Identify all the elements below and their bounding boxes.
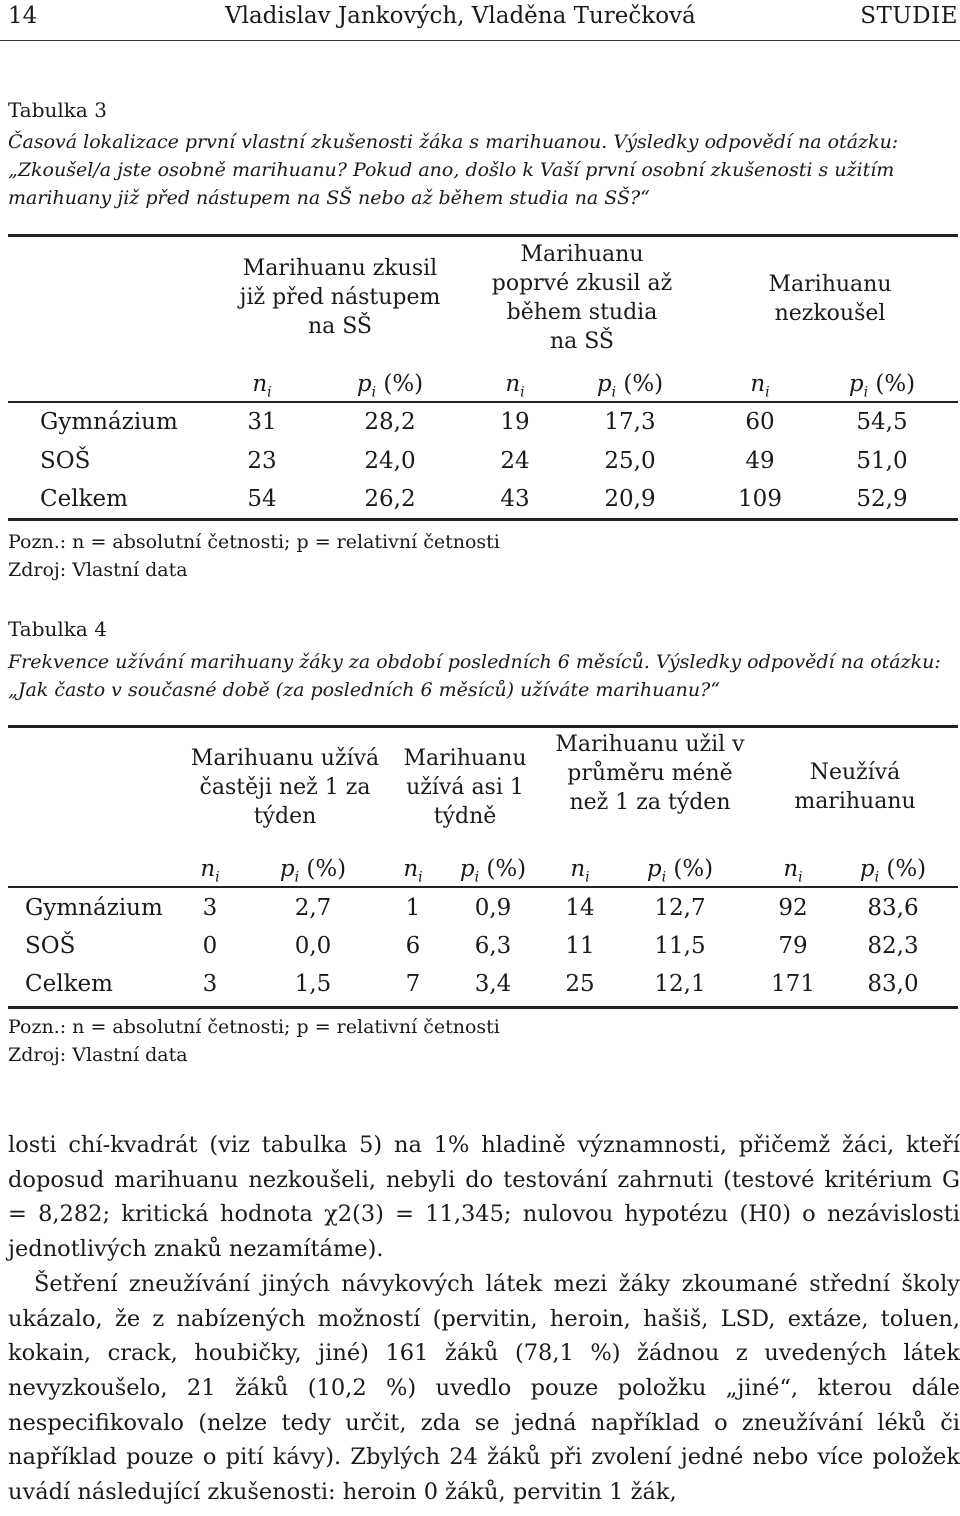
- table-cell: 83,0: [867, 971, 919, 997]
- body-text: [8, 1128, 960, 1510]
- table-cell: 23: [247, 448, 277, 474]
- table4-sub-p-3: $p_i$ (%): [646, 856, 714, 886]
- table-cell: 14: [565, 895, 595, 921]
- table3-mid-rule: [8, 401, 958, 403]
- table-cell: 0,0: [294, 933, 332, 959]
- table-cell: 2,7: [294, 895, 332, 921]
- table4-top-rule: [8, 725, 958, 728]
- table-cell: 54,5: [856, 409, 908, 435]
- running-header-authors: Vladislav Jankových, Vladěna Turečková: [225, 3, 696, 29]
- row-label: Gymnázium: [40, 409, 178, 435]
- table-cell: 82,3: [867, 933, 919, 959]
- table-cell: 109: [738, 486, 782, 512]
- table-cell: 0,9: [474, 895, 512, 921]
- table-cell: 1,5: [294, 971, 332, 997]
- table-cell: 11: [565, 933, 595, 959]
- table4-bottom-rule: [8, 1006, 958, 1009]
- table-cell: 24,0: [364, 448, 416, 474]
- row-label: Gymnázium: [25, 895, 163, 921]
- table4-col-group-3: Marihuanu užil v průměru méně než 1 za týden: [555, 732, 745, 815]
- table4-note: Pozn.: n = absolutní četnosti; p = relativní četnosti: [8, 1016, 500, 1038]
- table-cell: 17,3: [604, 409, 656, 435]
- table-cell: 0: [202, 933, 218, 959]
- row-label: SOŠ: [25, 933, 76, 959]
- table-cell: 60: [745, 409, 775, 435]
- table4-col-group-4: Neužívá marihuanu: [794, 760, 916, 814]
- table-cell: 7: [405, 971, 421, 997]
- table-cell: 25,0: [604, 448, 656, 474]
- table-cell: 79: [778, 933, 808, 959]
- table3-sub-n-3: $n_i$: [750, 371, 770, 401]
- table3-sub-p-2: $p_i$ (%): [596, 371, 664, 401]
- table-cell: 3: [202, 895, 218, 921]
- table4-col-group-1: Marihuanu užívá častěji než 1 za týden: [190, 746, 380, 829]
- table-cell: 54: [247, 486, 277, 512]
- table-cell: 1: [405, 895, 421, 921]
- table-cell: 31: [247, 409, 277, 435]
- table-cell: 26,2: [364, 486, 416, 512]
- table-cell: 25: [565, 971, 595, 997]
- table4-sub-n-4: $n_i$: [783, 856, 803, 886]
- row-label: Celkem: [25, 971, 113, 997]
- table-cell: 20,9: [604, 486, 656, 512]
- table-cell: 6,3: [474, 933, 512, 959]
- table-cell: 24: [500, 448, 530, 474]
- table4-caption: Frekvence užívání marihuany žáky za období posledních 6 měsíců. Výsledky odpovědí na otázku: „Jak často v současné době (za posledních 6 měsíců) užíváte marihuanu?“: [8, 651, 941, 701]
- table3-col-group-3: Marihuanu nezkoušel: [768, 272, 892, 326]
- table4-mid-rule: [8, 886, 958, 888]
- table3-bottom-rule: [8, 518, 958, 521]
- table-cell: 12,7: [654, 895, 706, 921]
- body-paragraph-2: Šetření zneužívání jiných návykových látek mezi žáky zkoumané střední školy ukázalo, že z nabízených možností (pervitin, heroin, hašiš, LSD, extáze, toluen, kokain, crack, houbičky, jiné) 161 žáků (78,1 %) žádnou z uvedených látek nevyzkoušelo, 21 žáků (10,2 %) uvedlo pouze položku „jiné“, kterou dále nespecifikovalo (nelze tedy určit, zda se jedná například o zneužívání léků či například pouze o pití kávy). Zbylých 24 žáků při zvolení jedné nebo více položek uvádí následující zkušenosti: heroin 0 žáků, pervitin 1 žák,: [8, 1270, 960, 1506]
- row-label: SOŠ: [40, 448, 91, 474]
- table4-label: Tabulka 4: [8, 617, 107, 641]
- table3-col-group-2: Marihuanu poprvé zkusil až během studia na SŠ: [491, 242, 673, 354]
- table3-sub-p-1: $p_i$ (%): [356, 371, 424, 401]
- table-cell: 171: [771, 971, 815, 997]
- table3-source: Zdroj: Vlastní data: [8, 559, 188, 581]
- table4-source: Zdroj: Vlastní data: [8, 1044, 188, 1066]
- running-header: [0, 0, 960, 41]
- table3-sub-n-2: $n_i$: [505, 371, 525, 401]
- table-cell: 12,1: [654, 971, 706, 997]
- table-cell: 6: [405, 933, 421, 959]
- table3-top-rule: [8, 234, 958, 237]
- table4-sub-p-4: $p_i$ (%): [859, 856, 927, 886]
- running-header-section: STUDIE: [860, 3, 958, 29]
- table3-label: Tabulka 3: [8, 98, 107, 122]
- table-cell: 43: [500, 486, 530, 512]
- table-cell: 51,0: [856, 448, 908, 474]
- table4-sub-n-3: $n_i$: [570, 856, 590, 886]
- table4-sub-p-2: $p_i$ (%): [459, 856, 527, 886]
- table-cell: 28,2: [364, 409, 416, 435]
- table3-caption: Časová lokalizace první vlastní zkušenosti žáka s marihuanou. Výsledky odpovědí na otázku: „Zkoušel/a jste osobně marihuanu? Pokud ano, došlo k Vaší první osobní zkušenosti s užitím marihuany již před nástupem na SŠ nebo až během studia na SŠ?“: [8, 131, 899, 209]
- table4-col-group-2: Marihuanu užívá asi 1 týdně: [403, 746, 527, 829]
- table4-sub-n-1: $n_i$: [200, 856, 220, 886]
- body-paragraph-1: losti chí-kvadrát (viz tabulka 5) na 1% hladině významnosti, přičemž žáci, kteří doposud marihuanu nezkoušeli, nebyli do testování zahrnuti (testové kritérium G = 8,282; kritická hodnota χ2(3) = 11,345; nulovou hypotézu (H0) o nezávislosti jednotlivých znaků nezamítáme).: [8, 1132, 960, 1263]
- table-cell: 3: [202, 971, 218, 997]
- table3-col-group-1: Marihuanu zkusil již před nástupem na SŠ: [239, 256, 441, 339]
- table-cell: 52,9: [856, 486, 908, 512]
- row-label: Celkem: [40, 486, 128, 512]
- table4-sub-p-1: $p_i$ (%): [279, 856, 347, 886]
- table-cell: 19: [500, 409, 530, 435]
- table4-sub-n-2: $n_i$: [403, 856, 423, 886]
- table-cell: 49: [745, 448, 775, 474]
- table-cell: 3,4: [474, 971, 512, 997]
- table3-sub-n-1: $n_i$: [252, 371, 272, 401]
- table-cell: 83,6: [867, 895, 919, 921]
- page-number: 14: [8, 3, 38, 29]
- table3-sub-p-3: $p_i$ (%): [848, 371, 916, 401]
- table3-note: Pozn.: n = absolutní četnosti; p = relativní četnosti: [8, 531, 500, 553]
- table-cell: 92: [778, 895, 808, 921]
- table-cell: 11,5: [654, 933, 706, 959]
